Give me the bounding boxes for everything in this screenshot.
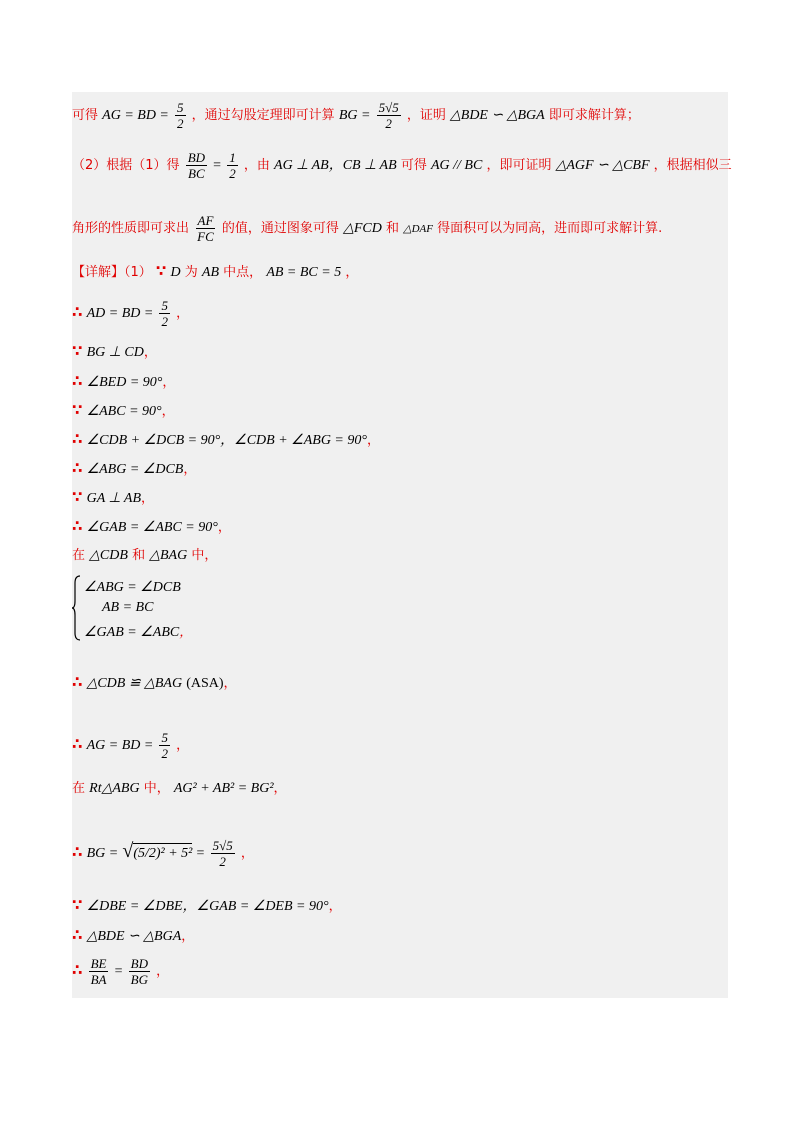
equation: AG² + AB² = BG² <box>173 781 274 796</box>
text: 和 <box>386 221 400 236</box>
comma: ， <box>217 520 231 535</box>
because-symbol: ∵ <box>155 262 167 280</box>
therefore-symbol: ∴ <box>72 517 83 535</box>
triangle: △DAF <box>403 223 433 235</box>
text: 得面积可以为同高，进而即可求解计算. <box>437 221 663 236</box>
step-2 <box>72 342 157 362</box>
fraction: $\frac{5√5}{2}$ <box>212 838 233 869</box>
radicand: (5/2)² + 5² <box>133 843 192 863</box>
equation: ∠DBE = ∠DBE，∠GAB = ∠DEB = 90° <box>86 899 329 914</box>
equation: AB = BC = 5 <box>266 265 342 280</box>
comma: ， <box>366 433 380 448</box>
equals: = <box>196 846 205 861</box>
equation: GA ⊥ AB <box>86 491 142 506</box>
analysis-line-3 <box>72 213 662 244</box>
comma: ， <box>176 306 190 321</box>
step-14 <box>72 896 342 916</box>
equals: = <box>114 964 123 979</box>
therefore-symbol: ∴ <box>72 961 83 979</box>
equation: AG = BD = <box>86 738 154 753</box>
sqrt-symbol: √ <box>122 840 134 862</box>
text: ，由 <box>243 158 270 173</box>
equation: AG = BD = <box>102 108 169 123</box>
text: 中， <box>143 781 170 796</box>
comma: ， <box>162 375 176 390</box>
equation: ∠ABC = 90° <box>86 404 162 419</box>
text: 中， <box>191 548 218 563</box>
step-1 <box>72 298 189 329</box>
therefore-symbol: ∴ <box>72 673 83 691</box>
because-symbol: ∵ <box>72 488 83 506</box>
equals: = <box>213 158 222 173</box>
triangle: Rt△ABG <box>89 781 140 796</box>
step-11 <box>72 730 189 761</box>
text: ，通过勾股定理即可计算 <box>191 108 335 123</box>
text: 的值，通过图象可得 <box>221 221 339 236</box>
equation: BG = <box>86 846 119 861</box>
therefore-symbol: ∴ <box>72 843 83 861</box>
because-symbol: ∵ <box>72 401 83 419</box>
text: 即可求解计算； <box>548 108 640 123</box>
detail-label: 【详解】（1） <box>72 265 152 280</box>
text: ，即可证明 <box>486 158 552 173</box>
comma: ， <box>223 676 237 691</box>
comma: ， <box>141 491 155 506</box>
text: 角形的性质即可求出 <box>72 221 190 236</box>
system-line-3: ∠GAB = ∠ABC， <box>84 625 193 640</box>
comma: ， <box>181 929 195 944</box>
step-3 <box>72 372 175 392</box>
equation: AG // BC <box>430 158 483 173</box>
comma: ， <box>273 781 287 796</box>
text: 在 <box>72 781 86 796</box>
therefore-symbol: ∴ <box>72 303 83 321</box>
text: 在 <box>72 548 86 563</box>
fraction: $\frac{1}{2}$ <box>229 150 236 181</box>
triangle: △FCD <box>343 221 382 236</box>
fraction: $\frac{BE}{BA}$ <box>90 956 107 987</box>
step-9 <box>72 547 217 565</box>
equation: BG = <box>338 108 371 123</box>
analysis-line-1 <box>72 100 640 131</box>
comma: ， <box>143 345 157 360</box>
step-16 <box>72 956 169 987</box>
asa-tag: (ASA) <box>186 676 224 691</box>
fraction: $\frac{5√5}{2}$ <box>378 100 399 131</box>
step-13 <box>72 838 254 869</box>
similarity: △BDE ∽ △BGA <box>450 108 545 123</box>
therefore-symbol: ∴ <box>72 926 83 944</box>
text: 可得 <box>400 158 427 173</box>
math: AB <box>201 265 220 280</box>
equation: ∠BED = 90° <box>86 375 163 390</box>
step-4 <box>72 401 175 421</box>
step-10 <box>72 673 237 693</box>
equation: AG ⊥ AB，CB ⊥ AB <box>274 158 397 173</box>
fraction: $\frac{5}{2}$ <box>161 298 168 329</box>
therefore-symbol: ∴ <box>72 459 83 477</box>
text: 中点， <box>223 265 263 280</box>
text: 为 <box>184 265 198 280</box>
step-8 <box>72 517 231 537</box>
text: 和 <box>132 548 146 563</box>
therefore-symbol: ∴ <box>72 430 83 448</box>
comma: ， <box>156 964 170 979</box>
fraction: $\frac{5}{2}$ <box>161 730 168 761</box>
congruence: △CDB ≌ △BAG <box>86 676 183 691</box>
similarity: △BDE ∽ △BGA <box>86 929 182 944</box>
analysis-line-2 <box>72 150 732 181</box>
equation: ∠GAB = ∠ABC = 90° <box>86 520 218 535</box>
equation: ∠ABG = ∠DCB <box>86 462 184 477</box>
step-6 <box>72 459 196 479</box>
text: ，证明 <box>406 108 446 123</box>
therefore-symbol: ∴ <box>72 372 83 390</box>
triangle: △BAG <box>149 548 188 563</box>
text: （2）根据（1）得 <box>72 158 180 173</box>
brace-icon <box>72 575 82 641</box>
comma: ， <box>240 846 254 861</box>
comma: ， <box>176 738 190 753</box>
triangle: △CDB <box>89 548 128 563</box>
system-line-1: ∠ABG = ∠DCB <box>84 580 181 595</box>
math: D <box>170 265 181 280</box>
because-symbol: ∵ <box>72 342 83 360</box>
step-5 <box>72 430 380 450</box>
step-7 <box>72 488 154 508</box>
comma: ， <box>345 265 359 280</box>
fraction: $\frac{BD}{BC}$ <box>187 150 206 181</box>
step-12 <box>72 780 287 798</box>
fraction: $\frac{5}{2}$ <box>177 100 184 131</box>
detail-heading <box>72 262 358 282</box>
step-15 <box>72 926 194 946</box>
comma: ， <box>161 404 175 419</box>
because-symbol: ∵ <box>72 896 83 914</box>
similarity: △AGF ∽ △CBF <box>555 158 650 173</box>
text: ，根据相似三 <box>653 158 732 173</box>
fraction: $\frac{AF}{FC}$ <box>197 213 214 244</box>
therefore-symbol: ∴ <box>72 735 83 753</box>
comma: ， <box>328 899 342 914</box>
comma: ， <box>183 462 197 477</box>
fraction: $\frac{BD}{BG}$ <box>130 956 148 987</box>
text: 可得 <box>72 108 99 123</box>
system-line-2: AB = BC <box>102 600 154 615</box>
equation: ∠CDB + ∠DCB = 90°，∠CDB + ∠ABG = 90° <box>86 433 367 448</box>
equation: BG ⊥ CD <box>86 345 144 360</box>
equation: AD = BD = <box>86 306 154 321</box>
